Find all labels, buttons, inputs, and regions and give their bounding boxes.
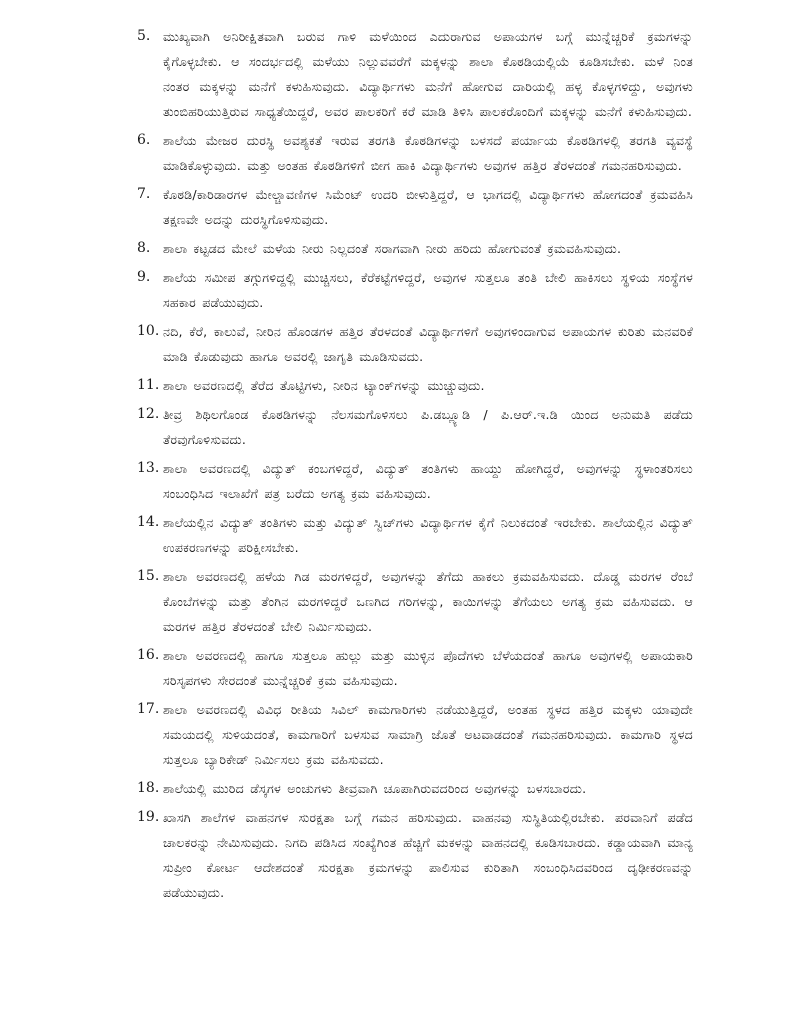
item-text: ತೀವ್ರ ಶಿಥಿಲಗೊಂಡ ಕೊಠಡಿಗಳನ್ನು ನೆಲಸಮಗೊಳಿಸಲು ಪಿ.ಡಬ್ಲ್ಯೂಡಿ / ಪಿ.ಆರ್.ಇ.ಡಿ ಯಿಂದ ಅನುಮತಿ ಪಡೆದು ತೆರವುಗೊಳಿಸುವದು. — [163, 407, 693, 447]
list-item — [137, 236, 693, 261]
item-number: 17. — [137, 701, 160, 717]
list-item — [137, 456, 693, 506]
document-page — [137, 24, 693, 909]
item-text: ಶಾಲೆಯಲ್ಲಿನ ವಿದ್ಯುತ್ ತಂತಿಗಳು ಮತ್ತು ವಿದ್ಯುತ್ ಸ್ವಿಚ್‌ಗಳು ವಿದ್ಯಾರ್ಥಿಗಳ ಕೈಗೆ ನಿಲುಕದಂತೆ ಇರಬೇಕು. ಶಾಲೆಯಲ್ಲಿನ ವಿದ್ಯುತ್ ಉಪಕರಣಗಳನ್ನು ಪರಿಕ್ಷೀಸಬೇಕು. — [163, 515, 693, 555]
list-item — [137, 128, 693, 178]
item-text: ಶಾಲೆಯ ಮೇಜರ ದುರಸ್ಥಿ ಅವಶ್ಯಕತೆ ಇರುವ ತರಗತಿ ಕೊಠಡಿಗಳನ್ನು ಬಳಸದೆ ಪರ್ಯಾಯ ಕೊಠಡಿಗಳಲ್ಲಿ ತರಗತಿ ವ್ಯವಸ್ಥೆ ಮಾಡಿಕೊಳ್ಳುವುದು. ಮತ್ತು ಅಂತಹ ಕೊಠಡಿಗಳಿಗೆ ಬೀಗ ಹಾಕಿ ವಿದ್ಯಾರ್ಥಿಗಳು ಅವುಗಳ ಹತ್ತಿರ ತೆರಳದಂತೆ ಗಮನಹರಿಸುವುದು. — [163, 133, 693, 173]
item-text: ಶಾಲಾ ಅವರಣದಲ್ಲಿ ವಿದ್ಯುತ್ ಕಂಬಗಳಿದ್ದರೆ, ವಿದ್ಯುತ್ ತಂತಿಗಳು ಹಾಯ್ದು ಹೋಗಿದ್ದರೆ, ಅವುಗಳನ್ನು ಸ್ಥಳಾಂತರಿಸಲು ಸಂಬಂಧಿಸಿದ ಇಲಾಖೆಗೆ ಪತ್ರ ಬರೆದು ಅಗತ್ಯ ಕ್ರಮ ವಹಿಸುವುದು. — [163, 461, 693, 501]
list-item — [137, 510, 693, 560]
list-item — [137, 776, 693, 801]
list-item — [137, 182, 693, 232]
item-number: 9. — [137, 269, 151, 285]
item-text: ಶಾಲಾ ಅವರಣದಲ್ಲಿ ತೆರೆದ ತೊಟ್ಟಿಗಳು, ನೀರಿನ ಟ್ಯಾಂಕ್‌ಗಳನ್ನು ಮುಚ್ಚುವುದು. — [163, 378, 485, 393]
item-number: 16. — [137, 647, 160, 663]
item-number: 6. — [137, 132, 151, 148]
item-number: 18. — [137, 780, 160, 796]
list-item — [137, 643, 693, 693]
item-text: ಶಾಲಾ ಅವರಣದಲ್ಲಿ ಹಳೆಯ ಗಿಡ ಮರಗಳಿದ್ದರೆ, ಅವುಗಳನ್ನು ತೆಗೆದು ಹಾಕಲು ಕ್ರಮವಹಿಸುವದು. ದೊಡ್ಡ ಮರಗಳ ರೆಂಬೆ ಕೊಂಬೆಗಳನ್ನು ಮತ್ತು ತೆಂಗಿನ ಮರಗಳಿದ್ದರೆ ಒಣಗಿದ ಗರಿಗಳನ್ನು, ಕಾಯಿಗಳನ್ನು ತೆಗೆಯಲು ಅಗತ್ಯ ಕ್ರಮ ವಹಿಸುವದು. ಆ ಮರಗಳ ಹತ್ತಿರ ತೆರಳದಂತೆ ಬೇಲಿ ನಿರ್ಮಿಸುವುದು. — [163, 569, 693, 634]
item-text: ನದಿ, ಕೆರೆ, ಕಾಲುವೆ, ನೀರಿನ ಹೊಂಡಗಳ ಹತ್ತಿರ ತೆರಳದಂತೆ ವಿದ್ಯಾರ್ಥಿಗಳಿಗೆ ಅವುಗಳಿಂದಾಗುವ ಅಪಾಯಗಳ ಕುರಿತು ಮನವರಿಕೆ ಮಾಡಿ ಕೊಡುವುದು ಹಾಗೂ ಅವರಲ್ಲಿ ಜಾಗೃತಿ ಮೂಡಿಸುವದು. — [163, 324, 693, 364]
item-text: ಶಾಲಾ ಕಟ್ಟಡದ ಮೇಲೆ ಮಳೆಯ ನೀರು ನಿಲ್ಲದಂತೆ ಸರಾಗವಾಗಿ ನೀರು ಹರಿದು ಹೋಗುವಂತೆ ಕ್ರಮವಹಿಸುವುದು. — [163, 241, 622, 256]
item-number: 5. — [137, 28, 151, 44]
item-number: 7. — [137, 186, 151, 202]
item-text: ಕೊಠಡಿ/ಕಾರಿಡಾರಗಳ ಮೇಲ್ಚಾವಣಿಗಳ ಸಿಮೆಂಟ್ ಉದರಿ ಬೀಳುತ್ತಿದ್ದರೆ, ಆ ಭಾಗದಲ್ಲಿ ವಿದ್ಯಾರ್ಥಿಗಳು ಹೋಗದಂತೆ ಕ್ರಮವಹಿಸಿ ತಕ್ಷಣವೇ ಅದನ್ನು ದುರಸ್ಥಿಗೊಳಿಸುವುದು. — [163, 187, 693, 227]
list-item — [137, 319, 693, 369]
item-number: 11. — [137, 377, 160, 393]
item-text: ಶಾಲಾ ಅವರಣದಲ್ಲಿ ಹಾಗೂ ಸುತ್ತಲೂ ಹುಲ್ಲು ಮತ್ತು ಮುಳ್ಳಿನ ಪೊದೆಗಳು ಬೆಳೆಯದಂತೆ ಹಾಗೂ ಅವುಗಳಲ್ಲಿ ಅಪಾಯಕಾರಿ ಸರಿಸೃಪಗಳು ಸೇರದಂತೆ ಮುನ್ನೆಚ್ಚರಿಕೆ ಕ್ರಮ ವಹಿಸುವುದು. — [163, 648, 693, 688]
list-item — [137, 697, 693, 772]
item-number: 13. — [137, 460, 160, 476]
item-text: ಖಾಸಗಿ ಶಾಲೆಗಳ ವಾಹನಗಳ ಸುರಕ್ಷತಾ ಬಗ್ಗೆ ಗಮನ ಹರಿಸುವುದು. ವಾಹನವು ಸುಸ್ಥಿತಿಯಲ್ಲಿರಬೇಕು. ಪರವಾನಿಗೆ ಪಡೆದ ಚಾಲಕರನ್ನು ನೇಮಿಸುವುದು. ನಿಗದಿ ಪಡಿಸಿದ ಸಂಖ್ಯೆಗಿಂತ ಹೆಚ್ಚಿಗೆ ಮಕಳನ್ನು ವಾಹನದಲ್ಲಿ ಕೂಡಿಸಬಾರದು. ಕಡ್ಡಾಯವಾಗಿ ಮಾನ್ಯ ಸುಪ್ರೀಂ ಕೋರ್ಟ ಆದೇಶದಂತೆ ಸುರಕ್ಷತಾ ಕ್ರಮಗಳನ್ನು ಪಾಲಿಸುವ ಕುರಿತಾಗಿ ಸಂಬಂಧಿಸಿದವರಿಂದ ದೃಢೀಕರಣವನ್ನು ಪಡೆಯುವುದು. — [163, 810, 693, 900]
item-number: 10. — [137, 323, 160, 339]
list-item — [137, 373, 693, 398]
list-item — [137, 402, 693, 452]
list-item — [137, 564, 693, 639]
item-number: 19. — [137, 809, 160, 825]
item-text: ಶಾಲೆಯಲ್ಲಿ ಮುರಿದ ಡೆಸ್ಕಗಳ ಅಂಚುಗಳು ತೀವ್ರವಾಗಿ ಚೂಪಾಗಿರುವದರಿಂದ ಅವುಗಳನ್ನು ಬಳಸಬಾರದು. — [163, 781, 587, 796]
item-number: 8. — [137, 240, 151, 256]
item-number: 12. — [137, 406, 160, 422]
item-text: ಶಾಲೆಯ ಸಮೀಪ ತಗ್ಗುಗಳಿದ್ದಲ್ಲಿ ಮುಚ್ಚಿಸಲು, ಕೆರೆಕಟ್ಟೆಗಳಿದ್ದರೆ, ಅವುಗಳ ಸುತ್ತಲೂ ತಂತಿ ಬೇಲಿ ಹಾಕಿಸಲು ಸ್ಥಳಿಯ ಸಂಸ್ಥೆಗಳ ಸಹಕಾರ ಪಡೆಯುವುದು. — [163, 270, 693, 310]
item-text: ಶಾಲಾ ಅವರಣದಲ್ಲಿ ವಿವಿಧ ರೀತಿಯ ಸಿವಿಲ್ ಕಾಮಗಾರಿಗಳು ನಡೆಯುತ್ತಿದ್ದರೆ, ಅಂತಹ ಸ್ಥಳದ ಹತ್ತಿರ ಮಕ್ಕಳು ಯಾವುದೇ ಸಮಯದಲ್ಲಿ ಸುಳಿಯದಂತೆ, ಕಾಮಗಾರಿಗೆ ಬಳಸುವ ಸಾಮಾಗ್ರಿ ಜೊತೆ ಅಟವಾಡದಂತೆ ಗಮನಹರಿಸುವುದು. ಕಾಮಗಾರಿ ಸ್ಥಳದ ಸುತ್ತಲೂ ಬ್ಯಾರಿಕೇಡ್ ನಿರ್ಮಿಸಲು ಕ್ರಮ ವಹಿಸುವದು. — [163, 702, 693, 767]
item-number: 14. — [137, 514, 160, 530]
item-text: ಮುಖ್ಯವಾಗಿ ಅನಿರೀಕ್ಷಿತವಾಗಿ ಬರುವ ಗಾಳಿ ಮಳೆಯಿಂದ ಎದುರಾಗುವ ಅಪಾಯಗಳ ಬಗ್ಗೆ ಮುನ್ನೆಚ್ಚರಿಕೆ ಕ್ರಮಗಳನ್ನು ಕೈಗೊಳ್ಳಬೇಕು. ಆ ಸಂದರ್ಭದಲ್ಲಿ ಮಳೆಯು ನಿಲ್ಲುವವರೆಗೆ ಮಕ್ಕಳನ್ನು ಶಾಲಾ ಕೊಠಡಿಯಲ್ಲಿಯೆ ಕೂಡಿಸಬೇಕು. ಮಳೆ ನಿಂತ ನಂತರ ಮಕ್ಕಳನ್ನು ಮನೆಗೆ ಕಳುಹಿಸುವುದು. ವಿದ್ಯಾರ್ಥಿಗಳು ಮನೆಗೆ ಹೋಗುವ ದಾರಿಯಲ್ಲಿ ಹಳ್ಳ ಕೊಳ್ಳಗಳಿದ್ದು, ಅವುಗಳು ತುಂಬಿಹರಿಯುತ್ತಿರುವ ಸಾಧ್ಯತೆಯಿದ್ದರೆ, ಅವರ ಪಾಲಕರಿಗೆ ಕರೆ ಮಾಡಿ ತಿಳಿಸಿ ಪಾಲಕರೊಂದಿಗೆ ಮಕ್ಕಳನ್ನು ಮನೆಗೆ ಕಳುಹಿಸುವುದು. — [163, 29, 693, 119]
item-number: 15. — [137, 568, 160, 584]
list-item — [137, 265, 693, 315]
list-item — [137, 24, 693, 124]
list-item — [137, 805, 693, 905]
